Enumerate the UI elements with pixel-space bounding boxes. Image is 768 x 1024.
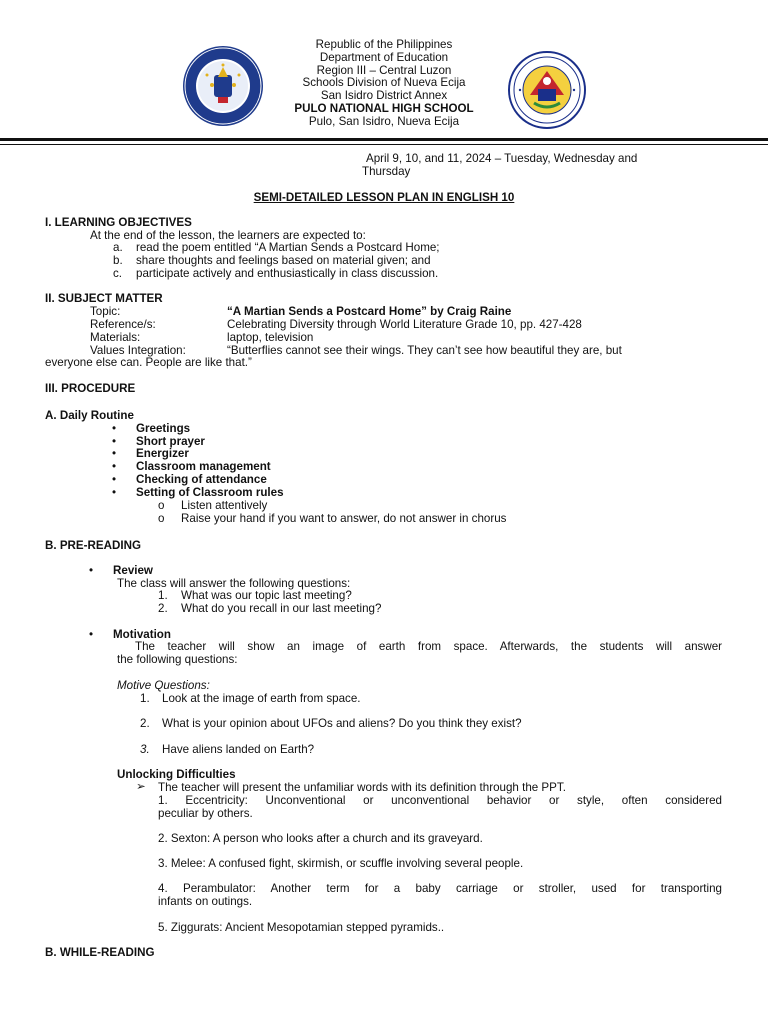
topic-value: “A Martian Sends a Postcard Home” by Craig Raine <box>227 305 512 318</box>
motive-question: What is your opinion about UFOs and aliens? Do you think they exist? <box>162 717 522 730</box>
topic-label: Topic: <box>90 305 121 318</box>
vocabulary-item: 1. Eccentricity: Unconventional or unconventional behavior or style, often considered <box>158 794 722 807</box>
question-marker: 2. <box>140 717 150 730</box>
bullet-icon: • <box>112 435 117 448</box>
materials-value: laptop, television <box>227 331 314 344</box>
bullet-icon: • <box>112 486 117 499</box>
vocabulary-item-cont: peculiar by others. <box>158 807 253 820</box>
header-divider <box>0 138 768 141</box>
motivation-text-cont: the following questions: <box>117 653 238 666</box>
routine-item: Checking of attendance <box>136 473 267 486</box>
date-line: April 9, 10, and 11, 2024 – Tuesday, Wednesday and <box>366 152 638 165</box>
motivation-text: The teacher will show an image of earth from space. Afterwards, the students will answer <box>135 640 722 653</box>
reference-value: Celebrating Diversity through World Literature Grade 10, pp. 427-428 <box>227 318 582 331</box>
rule-item: Listen attentively <box>181 499 268 512</box>
while-reading-heading: B. WHILE-READING <box>45 946 155 959</box>
motive-question: Look at the image of earth from space. <box>162 692 361 705</box>
review-question: What do you recall in our last meeting? <box>181 602 382 615</box>
routine-item: Greetings <box>136 422 191 435</box>
review-label: Review <box>113 564 153 577</box>
header-line: San Isidro District Annex <box>320 89 448 103</box>
bullet-icon: • <box>89 628 94 641</box>
arrow-bullet-icon: ➢ <box>136 780 146 793</box>
vocabulary-item: 4. Perambulator: Another term for a baby carriage or stroller, used for transporting <box>158 882 722 895</box>
routine-item: Energizer <box>136 447 189 460</box>
header-line: Schools Division of Nueva Ecija <box>302 76 466 90</box>
header-line: Republic of the Philippines <box>315 38 453 51</box>
pre-reading-heading: B. PRE-READING <box>45 539 141 552</box>
circle-bullet-icon: o <box>158 512 165 525</box>
daily-routine-heading: A. Daily Routine <box>45 409 134 422</box>
review-question: What was our topic last meeting? <box>181 589 352 602</box>
document-title: SEMI-DETAILED LESSON PLAN IN ENGLISH 10 <box>253 191 515 204</box>
objective-marker: a. <box>113 241 123 254</box>
bullet-icon: • <box>112 460 117 473</box>
letterhead <box>200 39 568 129</box>
reference-label: Reference/s: <box>90 318 156 331</box>
question-marker: 1. <box>140 692 150 705</box>
motivation-label: Motivation <box>113 628 171 641</box>
values-value: “Butterflies cannot see their wings. They can’t see how beautiful they are, but <box>227 344 622 357</box>
vocabulary-item: 5. Ziggurats: Ancient Mesopotamian stepped pyramids.. <box>158 921 445 934</box>
routine-item: Short prayer <box>136 435 205 448</box>
materials-label: Materials: <box>90 331 141 344</box>
procedure-heading: III. PROCEDURE <box>45 382 136 395</box>
motive-questions-label: Motive Questions: <box>117 679 210 692</box>
subject-matter-heading: II. SUBJECT MATTER <box>45 292 163 305</box>
question-marker: 2. <box>158 602 168 615</box>
objectives-heading: I. LEARNING OBJECTIVES <box>45 216 192 229</box>
motive-question: Have aliens landed on Earth? <box>162 743 315 756</box>
routine-item: Classroom management <box>136 460 271 473</box>
objectives-intro: At the end of the lesson, the learners are expected to: <box>90 229 366 242</box>
circle-bullet-icon: o <box>158 499 165 512</box>
objective-item: participate actively and enthusiastically in class discussion. <box>136 267 439 280</box>
header-line: Department of Education <box>319 50 449 64</box>
vocabulary-item: 3. Melee: A confused fight, skirmish, or scuffle involving several people. <box>158 857 524 870</box>
routine-item: Setting of Classroom rules <box>136 486 284 499</box>
unlocking-intro: The teacher will present the unfamiliar words with its definition through the PPT. <box>158 781 566 794</box>
question-marker: 1. <box>158 589 168 602</box>
school-address: Pulo, San Isidro, Nueva Ecija <box>308 114 460 128</box>
bullet-icon: • <box>89 564 94 577</box>
objective-item: share thoughts and feelings based on material given; and <box>136 254 431 267</box>
vocabulary-item: 2. Sexton: A person who looks after a church and its graveyard. <box>158 832 483 845</box>
bullet-icon: • <box>112 422 117 435</box>
review-intro: The class will answer the following questions: <box>117 577 351 590</box>
objective-item: read the poem entitled “A Martian Sends a Postcard Home; <box>136 241 440 254</box>
values-label: Values Integration: <box>90 344 186 357</box>
school-name: PULO NATIONAL HIGH SCHOOL <box>294 101 474 115</box>
bullet-icon: • <box>112 447 117 460</box>
header-line: Region III – Central Luzon <box>316 63 452 77</box>
header-divider-thin <box>0 144 768 145</box>
values-value-cont: everyone else can. People are like that.” <box>45 356 252 369</box>
objective-marker: c. <box>113 267 123 280</box>
objective-marker: b. <box>113 254 123 267</box>
vocabulary-item-cont: infants on outings. <box>158 895 253 908</box>
bullet-icon: • <box>112 473 117 486</box>
question-marker: 3. <box>140 743 150 756</box>
date-line-cont: Thursday <box>362 165 411 178</box>
rule-item: Raise your hand if you want to answer, do not answer in chorus <box>181 512 507 525</box>
unlocking-heading: Unlocking Difficulties <box>117 768 236 781</box>
